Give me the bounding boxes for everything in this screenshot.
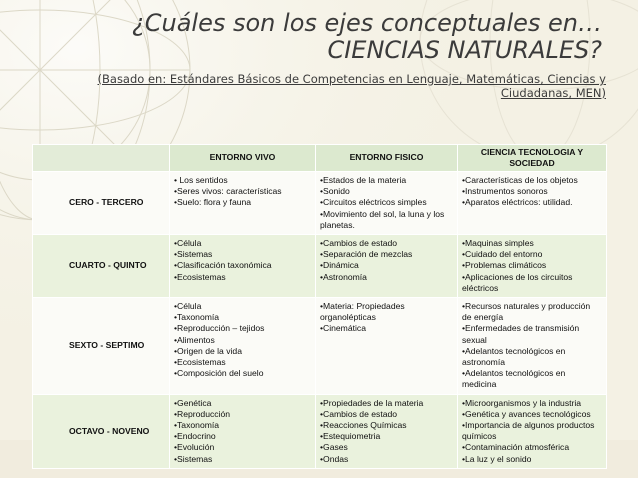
cell-bullet-item: •Instrumentos sonoros	[462, 186, 548, 197]
cell-bullet-item: •Sonido	[320, 186, 350, 197]
cell-entorno-fisico	[316, 394, 458, 468]
cell-bullet-item: •Adelantos tecnológicos en astronomía	[462, 345, 566, 368]
cell-bullet-item: •Sistemas	[174, 453, 213, 464]
cell-bullet-item: •Propiedades de la materia	[320, 397, 424, 408]
row-level-label: OCTAVO - NOVENO	[33, 394, 170, 468]
cell-bullet-item: •Movimiento del sol, la luna y los planetas.	[320, 208, 445, 230]
cell-bullet-item: •Sistemas	[174, 249, 213, 260]
slide-title-line-2: CIENCIAS NATURALES?	[327, 36, 602, 64]
cell-bullet-item: •Ecosistemas	[174, 271, 226, 282]
cell-bullet-item: •Alimentos	[174, 334, 215, 345]
cell-bullet-item: •Importancia de algunos productos químicos	[462, 420, 595, 442]
cell-bullet-item: •Suelo: flora y fauna	[174, 197, 252, 208]
cell-bullet-item: •Taxonomía	[174, 312, 220, 323]
cell-bullet-item: •Aparatos eléctricos: utilidad.	[462, 197, 573, 208]
cell-bullet-item: •Célula	[174, 238, 202, 249]
cell-bullet-item: •Astronomía	[320, 271, 367, 282]
cell-cts	[458, 235, 607, 298]
cell-bullet-item: •Adelantos tecnológicos en medicina	[462, 368, 566, 390]
cell-bullet-item: •Ecosistemas	[174, 357, 226, 368]
cell-bullet-item: •Seres vivos: características	[174, 186, 282, 197]
cell-bullet-item: •Aplicaciones de los circuitos eléctricos	[462, 271, 573, 293]
cell-bullet-item: •Ondas	[320, 453, 349, 464]
slide-title-line-1: ¿Cuáles son los ejes conceptuales en…	[132, 9, 602, 37]
cell-bullet-item: •Reproducción	[174, 408, 231, 419]
header-cell-entorno-vivo: ENTORNO VIVO	[170, 145, 316, 172]
row-level-label: CUARTO - QUINTO	[33, 235, 170, 298]
cell-bullet-item: •Estequiometria	[320, 431, 381, 442]
cell-bullet-item: •Microorganismos y la industria	[462, 397, 582, 408]
table-row	[33, 394, 607, 468]
cell-bullet-item: •Taxonomía	[174, 420, 220, 431]
cell-bullet-item: •Recursos naturales y producción de energía	[462, 301, 591, 323]
cell-entorno-vivo	[170, 394, 316, 468]
cell-bullet-item: •Cuidado del entorno	[462, 249, 543, 260]
cell-bullet-item: •Célula	[174, 301, 202, 312]
slide-subtitle: (Basado en: Estándares Básicos de Competencias en Lenguaje, Matemáticas, Ciencias y Ciudadanas, MEN)	[97, 72, 606, 100]
cell-entorno-vivo	[170, 298, 316, 395]
header-cell-entorno-fisico: ENTORNO FISICO	[316, 145, 458, 172]
cell-bullet-item: •Origen de la vida	[174, 345, 242, 356]
cell-bullet-item: •Separación de mezclas	[320, 249, 413, 260]
cell-bullet-item: •Materia: Propiedades organolépticas	[320, 301, 405, 323]
cell-bullet-item: •Clasificación taxonómica	[174, 260, 272, 271]
cell-entorno-vivo	[170, 235, 316, 298]
competencies-table	[32, 144, 607, 469]
table-row	[33, 298, 607, 395]
header-cell-empty	[33, 145, 170, 172]
cell-bullet-item: •Endocrino	[174, 431, 216, 442]
table-row	[33, 235, 607, 298]
cell-bullet-item: •Reproducción – tejidos	[174, 323, 265, 334]
cell-bullet-item: •Circuitos eléctricos simples	[320, 197, 427, 208]
cell-entorno-fisico	[316, 172, 458, 235]
cell-bullet-item: •Maquinas simples	[462, 238, 534, 249]
cell-cts	[458, 394, 607, 468]
cell-entorno-fisico	[316, 298, 458, 395]
table-header-row	[33, 145, 607, 172]
cell-bullet-item: •Evolución	[174, 442, 215, 453]
cell-bullet-item: •Dinámica	[320, 260, 359, 271]
table-row	[33, 172, 607, 235]
cell-bullet-item: •Enfermedades de transmisión sexual	[462, 323, 580, 345]
table-body	[33, 172, 607, 469]
cell-bullet-item: •Cambios de estado	[320, 238, 398, 249]
cell-bullet-item: •Gases	[320, 442, 348, 453]
cell-bullet-item: •La luz y el sonido	[462, 453, 532, 464]
cell-bullet-item: •Problemas climáticos	[462, 260, 547, 271]
cell-bullet-item: • Los sentidos	[174, 175, 228, 185]
cell-bullet-item: •Reacciones Químicas	[320, 420, 407, 431]
cell-bullet-item: •Estados de la materia	[320, 175, 407, 185]
cell-bullet-item: •Genética y avances tecnológicos	[462, 408, 591, 419]
cell-bullet-item: •Cinemática	[320, 323, 366, 334]
cell-cts	[458, 298, 607, 395]
row-level-label: CERO - TERCERO	[33, 172, 170, 235]
cell-bullet-item: •Contaminación atmosférica	[462, 442, 570, 453]
cell-entorno-vivo	[170, 172, 316, 235]
cell-bullet-item: •Cambios de estado	[320, 408, 398, 419]
slide-title	[42, 10, 602, 64]
cell-cts	[458, 172, 607, 235]
cell-bullet-item: •Composición del suelo	[174, 368, 264, 379]
row-level-label: SEXTO - SEPTIMO	[33, 298, 170, 395]
cell-bullet-item: •Características de los objetos	[462, 175, 578, 185]
header-cell-ciencia-tecnologia-sociedad: CIENCIA TECNOLOGIA Y SOCIEDAD	[458, 145, 607, 172]
cell-entorno-fisico	[316, 235, 458, 298]
cell-bullet-item: •Genética	[174, 397, 212, 408]
